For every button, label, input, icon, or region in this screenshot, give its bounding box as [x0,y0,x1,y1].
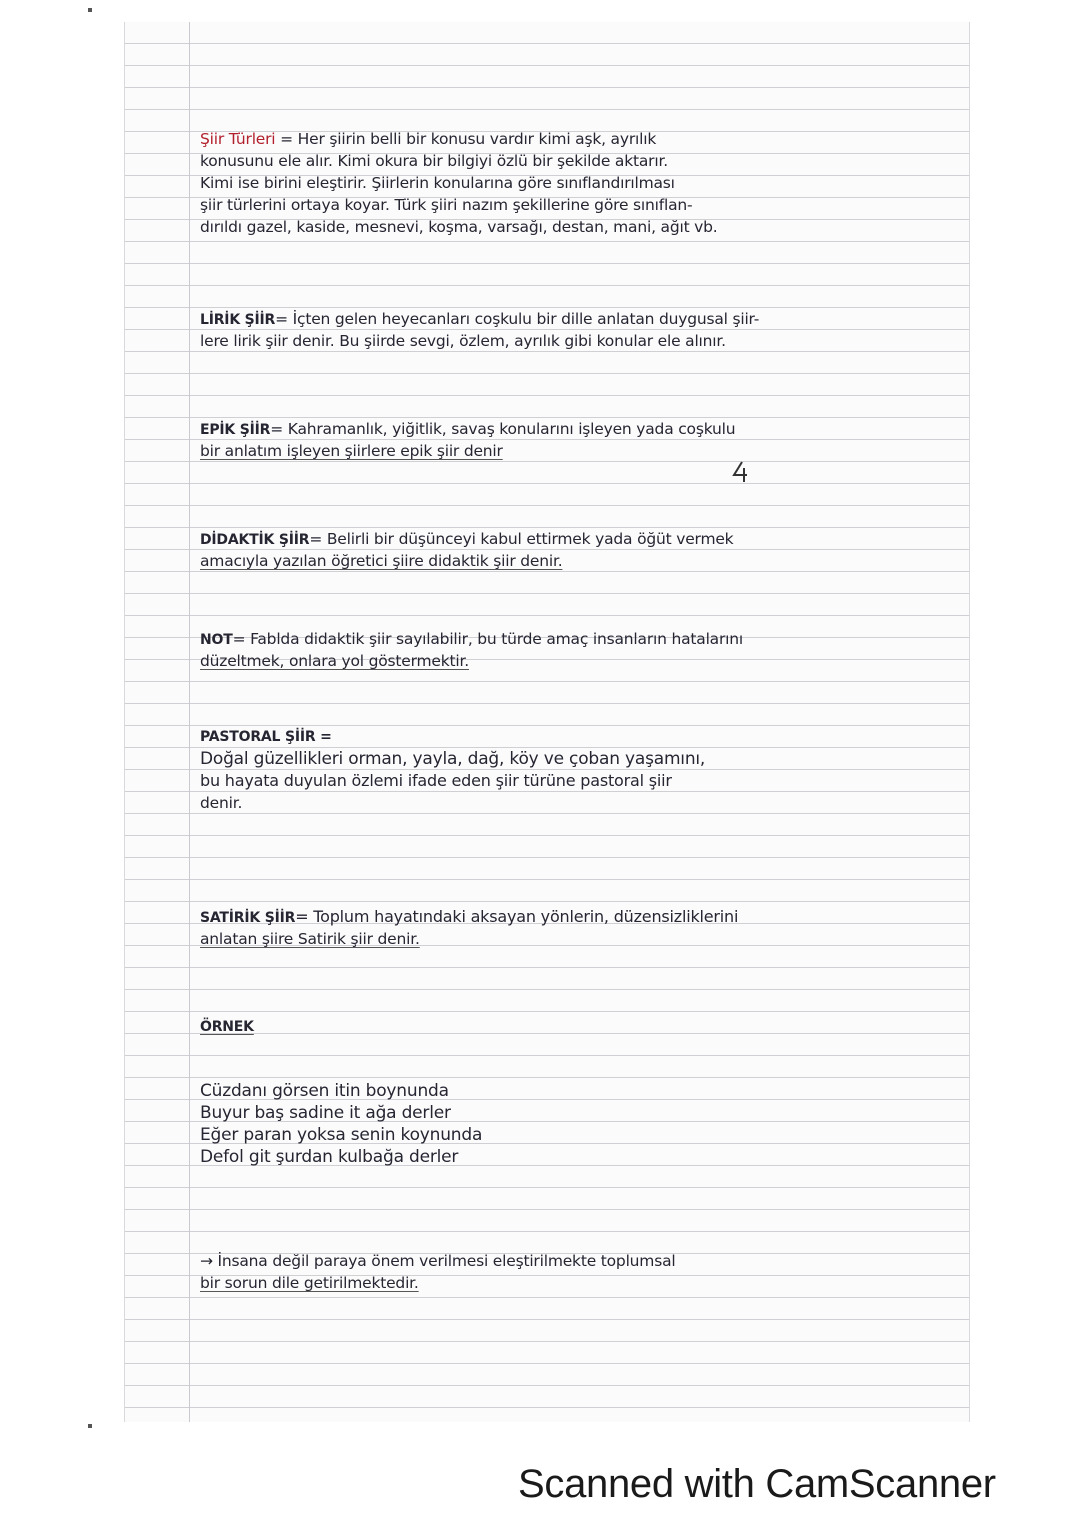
epik-heading: EPİK ŞİİR [200,422,271,438]
not-line: = Fablda didaktik şiir sayılabilir, bu türde amaç insanların hatalarını [232,630,743,648]
intro-section [200,128,970,238]
pastoral-section [200,726,970,814]
intro-line: = Her şiirin belli bir konusu vardır kimi aşk, ayrılık [280,130,657,148]
scan-corner-mark [88,8,92,12]
satirik-section [200,906,970,950]
poem-line: Eğer paran yoksa senin koynunda [200,1125,483,1145]
didaktik-line: amacıyla yazılan öğretici şiire didaktik şiir denir. [200,552,563,570]
not-heading: NOT [200,632,233,648]
poem-line: Buyur baş sadine it ağa derler [200,1103,451,1123]
conclusion-line: bir sorun dile getirilmektedir. [200,1274,419,1292]
intro-line: dırıldı gazel, kaside, mesnevi, koşma, varsağı, destan, mani, ağıt vb. [200,218,718,236]
pastoral-heading: PASTORAL ŞİİR = [200,729,332,745]
lirik-line: = İçten gelen heyecanları coşkulu bir dille anlatan duygusal şiir- [275,310,760,328]
intro-line: şiir türlerini ortaya koyar. Türk şiiri nazım şekillerine göre sınıflan- [200,196,693,214]
epik-line: bir anlatım işleyen şiirlere epik şiir denir [200,442,503,460]
epik-line: = Kahramanlık, yiğitlik, savaş konularını işleyen yada coşkulu [270,420,736,438]
camscanner-watermark: Scanned with CamScanner [518,1462,996,1506]
pastoral-line: bu hayata duyulan özlemi ifade eden şiir türüne pastoral şiir [200,771,672,790]
poem-line: Defol git şurdan kulbağa derler [200,1147,459,1167]
ornek-section [200,1016,970,1038]
pastoral-line: Doğal güzellikleri orman, yayla, dağ, köy ve çoban yaşamını, [200,749,706,769]
conclusion-section [200,1250,970,1294]
intro-line: konusunu ele alır. Kimi okura bir bilgiyi özlü bir şekilde aktarır. [200,152,668,170]
didaktik-heading: DİDAKTİK ŞİİR [200,532,310,548]
ornek-heading: ÖRNEK [200,1019,254,1035]
didaktik-section [200,528,970,572]
lirik-line: lere lirik şiir denir. Bu şiirde sevgi, özlem, ayrılık gibi konular ele alınır. [200,332,726,350]
not-line: düzeltmek, onlara yol göstermektir. [200,652,469,670]
not-section [200,628,970,672]
didaktik-line: = Belirli bir düşünceyi kabul ettirmek yada öğüt vermek [309,530,734,548]
satirik-heading: SATİRİK ŞİİR [200,910,296,926]
lirik-section [200,308,970,352]
poem-block [200,1080,970,1168]
conclusion-line: → İnsana değil paraya önem verilmesi eleştirilmekte toplumsal [200,1252,676,1270]
epik-section [200,418,970,462]
satirik-line: = Toplum hayatındaki aksayan yönlerin, düzensizliklerini [295,907,739,926]
margin-line [189,22,190,1422]
handwritten-mark-icon [730,460,750,484]
pastoral-line: denir. [200,794,243,812]
satirik-line: anlatan şiire Satirik şiir denir. [200,930,420,948]
poem-line: Cüzdanı görsen itin boynunda [200,1081,449,1101]
intro-line: Kimi ise birini eleştirir. Şiirlerin konularına göre sınıflandırılması [200,174,675,192]
lirik-heading: LİRİK ŞİİR [200,312,276,328]
scan-corner-mark [88,1424,92,1428]
intro-title: Şiir Türleri [200,130,276,148]
